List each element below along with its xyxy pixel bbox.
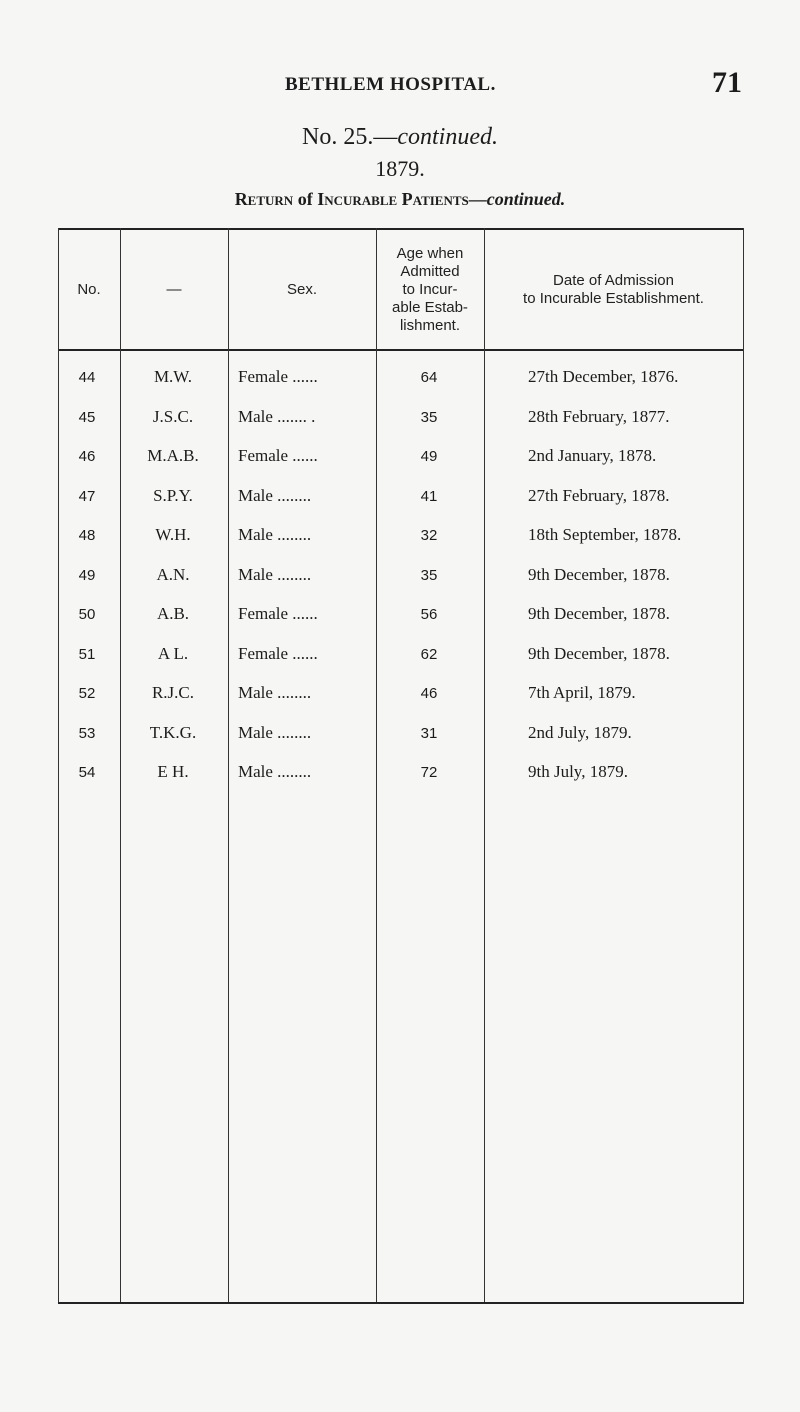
header-no-label: No. (77, 281, 101, 298)
header-initials (120, 232, 228, 348)
header-age (376, 232, 484, 348)
row-age: 64 (420, 369, 438, 386)
page-number: 71 (712, 66, 742, 99)
row-sex: Female ...... (238, 367, 318, 386)
row-admission-date: 2nd January, 1878. (528, 446, 657, 465)
row-number: 52 (78, 685, 96, 702)
header-bottom-rule (58, 349, 744, 351)
row-age: 35 (420, 566, 438, 584)
row-age: 62 (420, 645, 438, 663)
row-sex: Female ...... (238, 446, 318, 465)
title-mid: of (293, 189, 318, 209)
table-row (58, 604, 744, 644)
table-row (58, 762, 744, 802)
row-sex: Male ........ (238, 762, 312, 781)
row-sex: Male ........ (238, 683, 312, 702)
row-number: 53 (78, 724, 96, 742)
row-sex: Male ........ (238, 485, 312, 505)
row-initials: S.P.Y. (153, 485, 193, 505)
table-title (0, 189, 800, 210)
row-initials: A.N. (156, 564, 190, 584)
table-bottom-rule (58, 1302, 743, 1304)
row-initials: A L. (157, 643, 189, 663)
row-age: 35 (420, 408, 438, 426)
header-age-label: Age when Admitted to Incur- able Estab- lishment. (392, 245, 468, 334)
row-initials: T.K.G. (149, 722, 197, 742)
row-age: 31 (420, 724, 438, 742)
row-admission-date: 27th December, 1876. (528, 367, 679, 386)
table-row (58, 486, 744, 526)
row-age: 49 (420, 448, 438, 465)
title-subject: Incurable Patients (317, 189, 469, 209)
row-initials: A.B. (156, 604, 190, 623)
row-sex: Female ...... (238, 604, 318, 623)
table-row (58, 565, 744, 605)
title-dash: — (468, 189, 487, 209)
row-initials: R.J.C. (151, 683, 195, 702)
row-number: 44 (78, 369, 96, 386)
table-number-continued: continued. (397, 124, 498, 150)
row-admission-date: 9th December, 1878. (528, 604, 670, 623)
row-admission-date: 9th December, 1878. (528, 643, 670, 663)
row-sex: Male ........ (238, 564, 312, 584)
row-age: 72 (420, 764, 438, 781)
row-admission-date: 9th December, 1878. (528, 564, 670, 584)
table-row (58, 723, 744, 763)
header-date-label: Date of Admission to Incurable Establishment. (523, 272, 704, 307)
running-head: BETHLEM HOSPITAL. (285, 74, 496, 95)
row-sex: Male ........ (238, 525, 312, 544)
header-date (484, 232, 743, 348)
row-admission-date: 9th July, 1879. (528, 762, 628, 781)
row-initials: W.H. (155, 525, 191, 544)
row-age: 41 (420, 487, 438, 505)
table-row (58, 525, 744, 565)
header-sex (228, 232, 376, 348)
row-number: 45 (78, 408, 96, 426)
row-admission-date: 18th September, 1878. (528, 525, 682, 544)
table-row (58, 644, 744, 684)
row-number: 46 (78, 448, 96, 465)
row-initials: E H. (157, 762, 189, 781)
row-initials: M.W. (153, 367, 193, 386)
row-initials: M.A.B. (147, 446, 199, 465)
row-initials: J.S.C. (152, 406, 194, 426)
row-number: 54 (78, 764, 96, 781)
header-initials-label: — (166, 281, 182, 298)
row-number: 51 (78, 645, 96, 663)
row-number: 49 (78, 566, 96, 584)
table-row (58, 407, 744, 447)
row-number: 50 (78, 606, 96, 623)
row-age: 46 (420, 685, 438, 702)
header-sex-label: Sex. (286, 281, 317, 298)
table-row (58, 446, 744, 486)
table-number-label: No. 25.— (302, 124, 398, 150)
table-row (58, 683, 744, 723)
row-age: 56 (420, 606, 438, 623)
table-year: 1879. (375, 156, 425, 181)
row-age: 32 (420, 527, 438, 544)
row-admission-date: 7th April, 1879. (528, 683, 636, 702)
row-admission-date: 27th February, 1878. (528, 485, 670, 505)
table-top-rule (58, 228, 744, 230)
table-row (58, 367, 744, 407)
row-admission-date: 2nd July, 1879. (528, 722, 632, 742)
row-admission-date: 28th February, 1877. (528, 406, 670, 426)
table-number (0, 124, 800, 151)
row-number: 48 (78, 527, 96, 544)
header-no (58, 232, 120, 348)
row-sex: Male ........ (238, 722, 312, 742)
row-sex: Male ....... . (238, 406, 316, 426)
title-prefix: Return (234, 189, 294, 209)
row-sex: Female ...... (238, 643, 318, 663)
title-continued: continued. (486, 189, 566, 209)
row-number: 47 (78, 487, 96, 505)
